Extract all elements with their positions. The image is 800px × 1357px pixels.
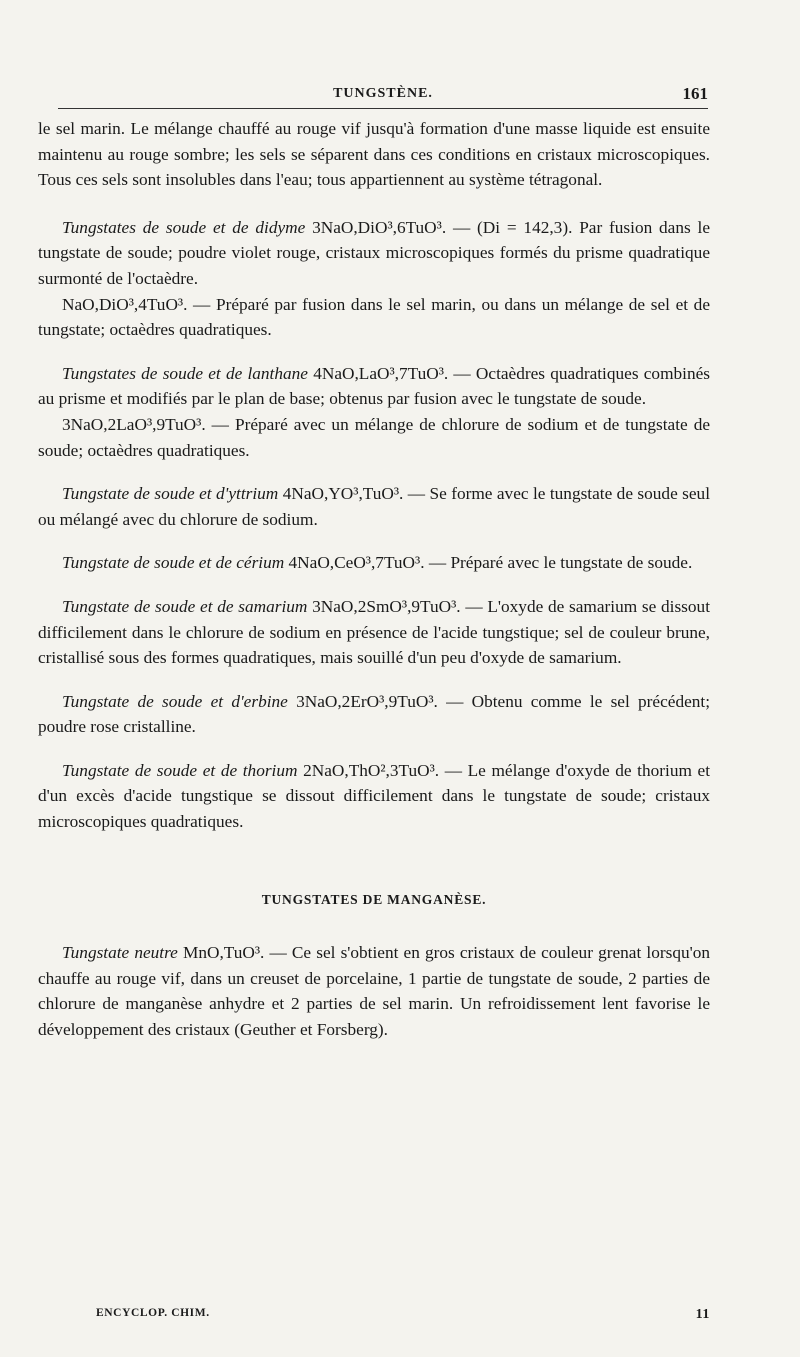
entry-didyme: [38, 215, 710, 343]
page-footer: [96, 1307, 710, 1327]
entry-title: Tungstates de soude et de didyme: [62, 217, 306, 237]
entry-body: 2NaO,ThO²,3TuO³. — Le mélange d'oxyde de thorium et d'un excès d'acide tungstique se dissout difficilement dans le tungstate de soude; cristaux microscopiques quadratiques.: [38, 760, 710, 832]
entry-erbine: [38, 689, 710, 740]
footer-sheet-number: 11: [695, 1307, 710, 1322]
entry-body: 4NaO,LaO³,7TuO³. — Octaèdres quadratiques combinés au prisme et modifiés par le plan de base; obtenus par fusion avec le tungstate de soude.: [38, 363, 710, 409]
entry-body: MnO,TuO³. — Ce sel s'obtient en gros cristaux de couleur grenat lorsqu'on chauffe au rouge vif, dans un creuset de porcelaine, 1 partie de tungstate de soude, 2 parties de chlorure de manganèse anhydre et 2 parties de sel marin. Un refroidissement lent favorise le développement des cristaux (Geuther et Forsberg).: [38, 943, 710, 1040]
page-number: 161: [682, 84, 708, 103]
entry-yttrium: [38, 481, 710, 532]
section-heading: TUNGSTATES DE MANGANÈSE.: [261, 891, 487, 907]
entry-lanthane: [38, 361, 710, 463]
entry-paragraph: [38, 215, 710, 292]
entry-extra-paragraph: 3NaO,2LaO³,9TuO³. — Préparé avec un mélange de chlorure de sodium et de tungstate de soude; octaèdres quadratiques.: [38, 414, 710, 460]
entry-title: Tungstate neutre: [62, 943, 178, 963]
entry-title: Tungstate de soude et de cérium: [62, 553, 285, 573]
entry-body: 3NaO,2SmO³,9TuO³. — L'oxyde de samarium se dissout difficilement dans le chlorure de sodium en présence de l'acide tungstique; sel de couleur brune, cristallisé sous des formes quadratiques, mais souillé d'un peu d'oxyde de samarium.: [38, 596, 710, 668]
entry-cerium: [38, 550, 710, 576]
footer-signature: ENCYCLOP. CHIM.: [96, 1307, 210, 1319]
entry-paragraph: [38, 361, 710, 412]
entry-body: 3NaO,2ErO³,9TuO³. — Obtenu comme le sel précédent; poudre rose cristalline.: [38, 691, 710, 737]
running-title: TUNGSTÈNE.: [333, 86, 433, 101]
entry-samarium: [38, 594, 710, 671]
body-text: [38, 116, 710, 1043]
entry-paragraph: [38, 481, 710, 532]
entry-paragraph: [38, 594, 710, 671]
entry-thorium: [38, 758, 710, 835]
entry-title: Tungstate de soude et d'erbine: [62, 691, 288, 711]
entry-title: Tungstates de soude et de lanthane: [62, 363, 308, 383]
entry-body: 3NaO,DiO³,6TuO³. — (Di = 142,3). Par fusion dans le tungstate de soude; poudre violet rouge, cristaux microscopiques formés du prisme quadratique surmonté de l'octaèdre.: [38, 217, 710, 288]
entry-title: Tungstate de soude et d'yttrium: [62, 484, 279, 504]
intro-paragraph: le sel marin. Le mélange chauffé au rouge vif jusqu'à formation d'une masse liquide est ensuite maintenu au rouge sombre; les sels se séparent dans ces conditions en cristaux microscopiques. Tous ces sels sont insolubles dans l'eau; tous appartiennent au système tétragonal.: [38, 119, 710, 190]
entry-body: 4NaO,YO³,TuO³. — Se forme avec le tungstate de soude seul ou mélangé avec du chlorure de sodium.: [38, 484, 710, 529]
entry-title: Tungstate de soude et de samarium: [62, 596, 308, 616]
entry-paragraph: [38, 940, 710, 1042]
entry-paragraph: [38, 550, 710, 576]
entry-body: 4NaO,CeO³,7TuO³. — Préparé avec le tungstate de soude.: [284, 553, 693, 573]
entry-extra-paragraph: NaO,DiO³,4TuO³. — Préparé par fusion dans le sel marin, ou dans un mélange de sel et de tungstate; octaèdres quadratiques.: [38, 294, 710, 340]
entry-title: Tungstate de soude et de thorium: [62, 760, 298, 780]
entry-paragraph: [38, 758, 710, 835]
entry-manganese: [38, 940, 710, 1042]
entry-paragraph: [38, 689, 710, 740]
running-header: [58, 84, 708, 109]
